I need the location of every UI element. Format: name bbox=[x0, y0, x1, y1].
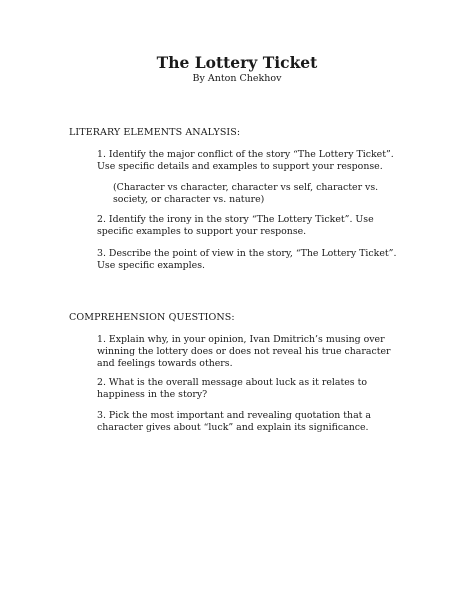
document-title: The Lottery Ticket bbox=[156, 53, 318, 72]
document-author: By Anton Chekhov bbox=[192, 73, 282, 84]
literary-question-1: 1. Identify the major conflict of the story “The Lottery Ticket”. Use specific details and examples to support your response. bbox=[97, 149, 394, 172]
comprehension-question-3: 3. Pick the most important and revealing quotation that a character gives about “luck” and explain its significance. bbox=[97, 410, 372, 433]
comprehension-question-1: 1. Explain why, in your opinion, Ivan Dmitrich’s musing over winning the lottery does or does not reveal his true character and feelings towards others. bbox=[97, 334, 391, 369]
literary-elements-heading: LITERARY ELEMENTS ANALYSIS: bbox=[69, 127, 241, 138]
comprehension-question-2: 2. What is the overall message about luck as it relates to happiness in the story? bbox=[97, 377, 368, 400]
literary-question-1-options: (Character vs character, character vs self, character vs. society, or character vs. nature) bbox=[113, 182, 379, 205]
comprehension-questions-heading: COMPREHENSION QUESTIONS: bbox=[69, 312, 235, 323]
literary-question-3: 3. Describe the point of view in the story, “The Lottery Ticket”. Use specific examples. bbox=[97, 248, 397, 271]
literary-question-2: 2. Identify the irony in the story “The Lottery Ticket”. Use specific examples to support your response. bbox=[97, 214, 374, 237]
